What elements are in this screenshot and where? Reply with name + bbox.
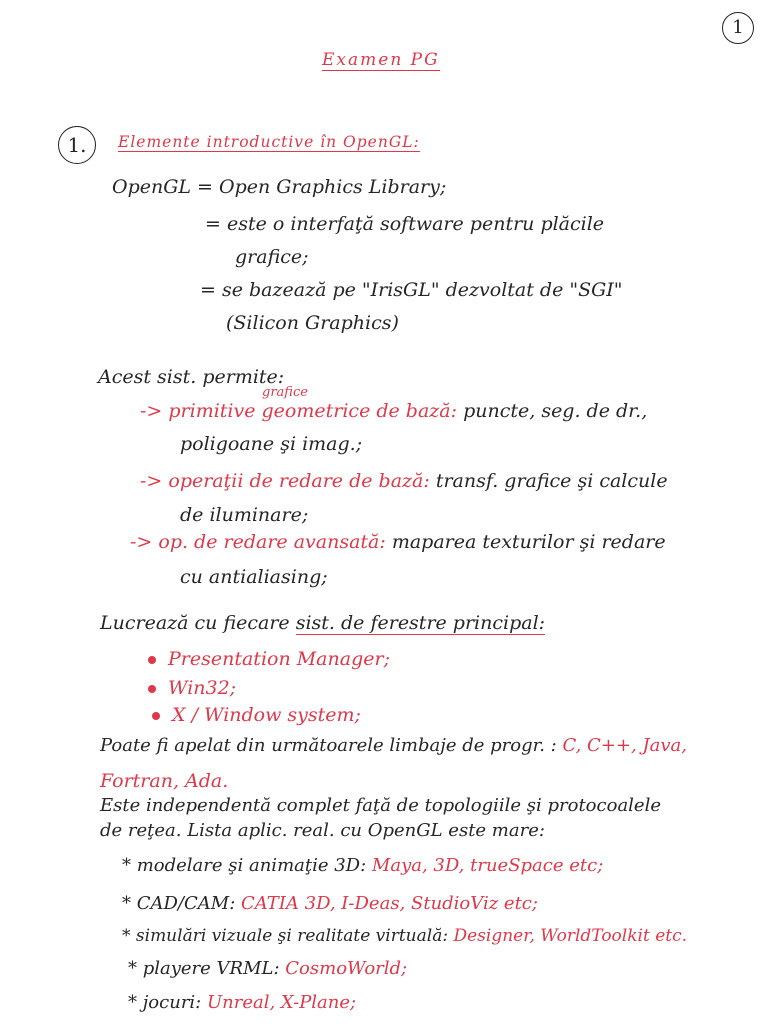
capability-tail: puncte, seg. de dr.,	[463, 400, 648, 422]
bullet-icon	[148, 685, 156, 693]
capability-item	[130, 531, 666, 553]
page-number: 1	[722, 12, 754, 44]
application-tail: Maya, 3D, trueSpace etc;	[371, 855, 604, 876]
languages-list: C, C++, Java,	[562, 735, 687, 756]
capability-item	[140, 470, 668, 492]
definition-line-5: (Silicon Graphics)	[226, 312, 399, 334]
window-systems-intro-underlined: sist. de ferestre principal:	[295, 612, 546, 634]
application-item	[122, 926, 687, 946]
application-head: * modelare şi animaţie 3D:	[122, 855, 367, 876]
section-title: Elemente introductive în OpenGL:	[118, 133, 420, 151]
languages-list-cont: Fortran, Ada.	[100, 770, 229, 792]
application-item	[128, 958, 407, 979]
application-item	[128, 992, 356, 1013]
window-systems-intro	[100, 612, 545, 634]
application-tail: Designer, WorldToolkit etc.	[453, 926, 688, 946]
application-head: * CAD/CAM:	[122, 893, 236, 914]
capability-head: -> primitive geometrice de bază:	[140, 400, 458, 422]
application-tail: CATIA 3D, I-Deas, StudioViz etc;	[241, 893, 538, 914]
capability-tail: maparea texturilor şi redare	[391, 531, 666, 553]
definition-line-2: = este o interfaţă software pentru plăcile	[205, 213, 605, 235]
capability-tail: transf. grafice şi calcule	[435, 470, 668, 492]
independence-line-1: Este independentă complet faţă de topologiile şi protocoalele	[100, 795, 661, 816]
independence-line-2: de reţea. Lista aplic. real. cu OpenGL este mare:	[100, 820, 545, 841]
window-system-item	[148, 648, 390, 670]
application-head: * simulări vizuale şi realitate virtuală:	[122, 926, 449, 946]
capability-head: -> op. de redare avansată:	[130, 531, 386, 553]
capability-head: -> operaţii de redare de bază:	[140, 470, 430, 492]
definition-line-4: = se bazează pe "IrisGL" dezvoltat de "SGI"	[200, 279, 623, 301]
application-head: * jocuri:	[128, 992, 202, 1013]
bullet-icon	[152, 712, 160, 720]
languages-line	[100, 735, 687, 756]
application-head: * playere VRML:	[128, 958, 280, 979]
capability-continuation: de iluminare;	[180, 504, 309, 526]
definition-line-1: OpenGL = Open Graphics Library;	[112, 176, 447, 198]
system-intro: Acest sist. permite:	[98, 366, 285, 388]
window-system-label: Presentation Manager;	[168, 648, 390, 670]
application-item	[122, 893, 538, 914]
window-systems-intro-text: Lucrează cu fiecare	[100, 612, 290, 634]
application-tail: CosmoWorld;	[285, 958, 408, 979]
page-title: Examen PG	[322, 50, 440, 70]
window-system-item	[152, 704, 361, 726]
languages-text: Poate fi apelat din următoarele limbaje de progr. :	[100, 735, 557, 756]
capability-continuation: cu antialiasing;	[180, 566, 328, 588]
window-system-item	[148, 677, 236, 699]
section-number: 1.	[58, 126, 96, 164]
window-system-label: X / Window system;	[172, 704, 361, 726]
window-system-label: Win32;	[168, 677, 237, 699]
capability-continuation: poligoane şi imag.;	[180, 433, 363, 455]
bullet-icon	[148, 656, 156, 664]
definition-line-3: grafice;	[235, 246, 309, 268]
superscript-note: grafice	[262, 385, 308, 400]
application-item	[122, 855, 603, 876]
application-tail: Unreal, X-Plane;	[206, 992, 357, 1013]
capability-item	[140, 400, 647, 422]
